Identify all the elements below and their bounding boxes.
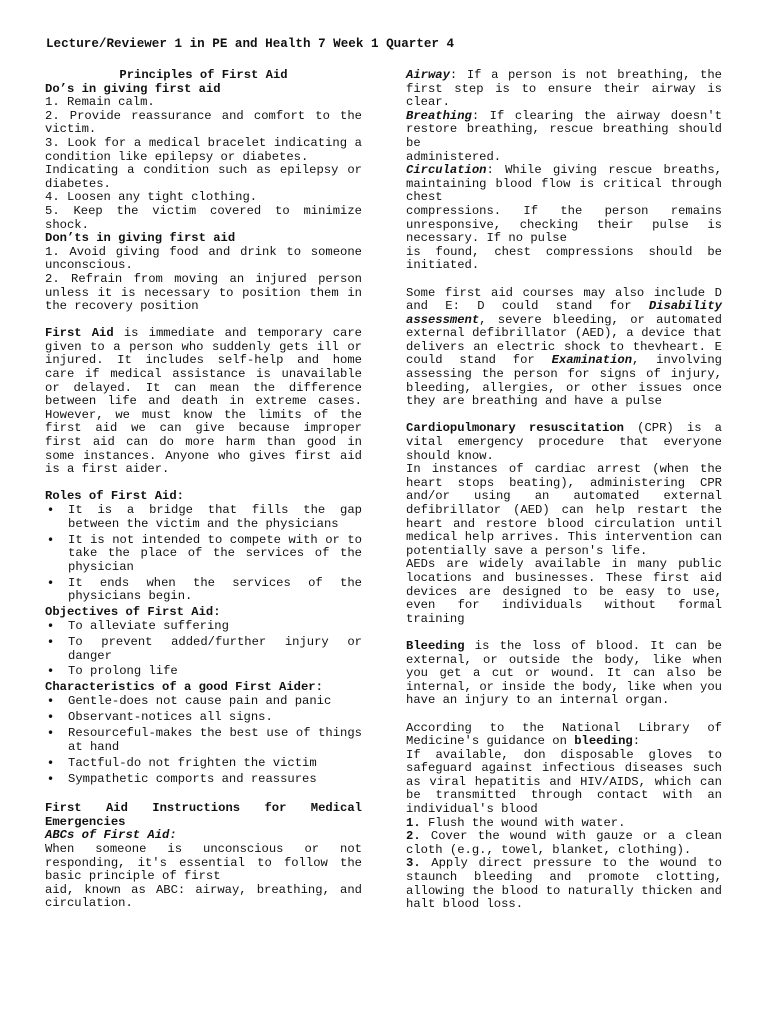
list-item: • It is a bridge that fills the gap between the victim and the physicians xyxy=(45,504,362,531)
characteristics-heading: Characteristics of a good First Aider: xyxy=(45,680,323,695)
list-item: • To prevent added/further injury or danger xyxy=(45,636,362,663)
de-text: , involving assessing the person for signs of injury, bleeding, allergies, or other issues once they are breathing and have a pulse xyxy=(406,353,722,409)
circulation-text-2: compressions. If the person remains unresponsive, checking their pulse is necessary. If no pulse xyxy=(406,203,722,246)
list-item: • To prolong life xyxy=(45,665,362,679)
step-number: 1. xyxy=(406,815,421,830)
list-item: • Resourceful-makes the best use of things at hand xyxy=(45,727,362,754)
airway-text: : If a person is not breathing, the first step is to ensure their airway is clear. xyxy=(406,68,722,110)
gloves-text: If available, don disposable gloves to safeguard against infectious diseases such as viral hepatitis and HIV/AIDS, which can be transmitted through contact with an individual's blood xyxy=(406,747,722,817)
dos-item: 2. Provide reassurance and comfort to the victim. xyxy=(45,108,362,137)
bleeding-term: Bleeding xyxy=(406,638,465,653)
breathing-term: Breathing xyxy=(406,108,472,123)
bleeding-text: is the loss of blood. It can be external, or outside the body, like when you get a cut or wound. It can also be internal, or inside the body, like when you have an injury to an internal organ. xyxy=(406,638,722,708)
bleeding-paragraph xyxy=(406,640,722,708)
first-aid-definition xyxy=(45,327,362,477)
principles-heading: Principles of First Aid xyxy=(119,68,288,82)
list-item: • Gentle-does not cause pain and panic xyxy=(45,695,362,709)
de-text: Some first aid courses may also include D and E: D could stand for xyxy=(406,285,722,314)
dos-heading: Do’s in giving first aid xyxy=(45,81,221,96)
nlm-bold: bleeding xyxy=(574,734,633,749)
donts-item: 2. Refrain from moving an injured person unless it is necessary to position them in the recovery position xyxy=(45,271,362,314)
page-title: Lecture/Reviewer 1 in PE and Health 7 Week 1 Quarter 4 xyxy=(46,37,455,51)
dos-item: Indicating a condition such as epilepsy or diabetes. xyxy=(45,163,362,191)
nlm-text: : xyxy=(632,734,641,749)
list-item: • Sympathetic comports and reassures xyxy=(45,773,362,787)
list-item: • Tactful-do not frighten the victim xyxy=(45,757,362,771)
cpr-text: (CPR) is a vital emergency procedure that everyone should know. xyxy=(406,421,722,463)
circulation-text-3: is found, chest compressions should be initiated. xyxy=(406,244,722,273)
cpr-term: Cardiopulmonary resuscitation xyxy=(406,421,624,436)
list-item: • To alleviate suffering xyxy=(45,620,362,634)
first-aid-term: First Aid xyxy=(45,326,114,341)
roles-heading: Roles of First Aid: xyxy=(45,489,184,504)
step-item xyxy=(406,817,722,831)
de-paragraph xyxy=(406,287,722,409)
list-item: • It is not intended to compete with or to take the place of the services of the physician xyxy=(45,534,362,575)
roles-list xyxy=(45,504,362,604)
donts-item: 1. Avoid giving food and drink to someone unconscious. xyxy=(45,244,362,273)
airway-paragraph xyxy=(406,69,722,110)
dos-item: 5. Keep the victim covered to minimize shock. xyxy=(45,203,362,232)
right-column xyxy=(406,69,722,912)
de-text: , severe bleeding, or automated external defibrillator (AED), a device that delivers an electric shock to thevheart. E could stand for xyxy=(406,312,722,368)
abcs-text: When someone is unconscious or not responding, it's essential to follow the basic principle of first xyxy=(45,841,362,884)
objectives-heading: Objectives of First Aid: xyxy=(45,605,221,620)
step-text: Flush the wound with water. xyxy=(420,815,626,830)
step-text: Cover the wound with gauze or a clean cloth (e.g., towel, blanket, clothing). xyxy=(406,829,722,857)
dos-item: 4. Loosen any tight clothing. xyxy=(45,190,258,205)
circulation-term: Circulation xyxy=(406,163,487,178)
cpr-text-3: AEDs are widely available in many public locations and businesses. These first aid devices are designed to be easy to use, even for individuals without formal training xyxy=(406,557,722,626)
dos-item: 1. Remain calm. xyxy=(45,95,155,110)
dos-item: 3. Look for a medical bracelet indicating a condition like epilepsy or diabetes. xyxy=(45,135,362,164)
left-column xyxy=(45,69,362,911)
step-item xyxy=(406,830,722,857)
abcs-text: aid, known as ABC: airway, breathing, and circulation. xyxy=(45,882,362,911)
nlm-text: According to the National Library of Medicine's guidance on xyxy=(406,720,722,749)
cpr-paragraph xyxy=(406,422,722,463)
list-item: • Observant-notices all signs. xyxy=(45,711,362,725)
airway-term: Airway xyxy=(406,68,450,82)
circulation-text: : While giving rescue breaths, maintaining blood flow is critical through chest xyxy=(406,163,722,205)
circulation-paragraph xyxy=(406,164,722,205)
disability-term: Disability assessment xyxy=(406,299,722,327)
instructions-heading: First Aid Instructions for Medical Emergencies xyxy=(45,801,362,829)
nlm-paragraph xyxy=(406,722,722,749)
first-aid-def-text: is immediate and temporary care given to a person who suddenly gets ill or injured. It includes self-help and home care if medical assistance is unavailable or delayed. It can mean the difference between life and death in extreme cases. However, we must know the limits of the first aid we can give because improper first aid can do more harm than good in some instances. Anyone who gives first aid is a first aider. xyxy=(45,326,362,477)
step-number: 2. xyxy=(406,829,421,844)
step-item xyxy=(406,857,722,911)
donts-heading: Don’ts in giving first aid xyxy=(45,231,236,246)
step-number: 3. xyxy=(406,856,421,871)
breathing-paragraph xyxy=(406,110,722,151)
abcs-heading: ABCs of First Aid: xyxy=(45,828,177,843)
step-text: Apply direct pressure to the wound to staunch bleeding and promote clotting, allowing the blood to naturally thicken and halt blood loss. xyxy=(406,856,722,912)
objectives-list xyxy=(45,620,362,679)
list-item: • It ends when the services of the physicians begin. xyxy=(45,577,362,604)
cpr-text-2: In instances of cardiac arrest (when the heart stops beating), administering CPR and/or using an automated external defibrillator (AED) can help restart the heart and restore blood circulation until medical help arrives. This intervention can potentially save a person's life. xyxy=(406,462,722,558)
examination-term: Examination xyxy=(551,353,633,368)
breathing-text: : If clearing the airway doesn't restore breathing, rescue breathing should be xyxy=(406,108,722,150)
characteristics-list xyxy=(45,695,362,786)
breathing-text-2: administered. xyxy=(406,149,502,164)
